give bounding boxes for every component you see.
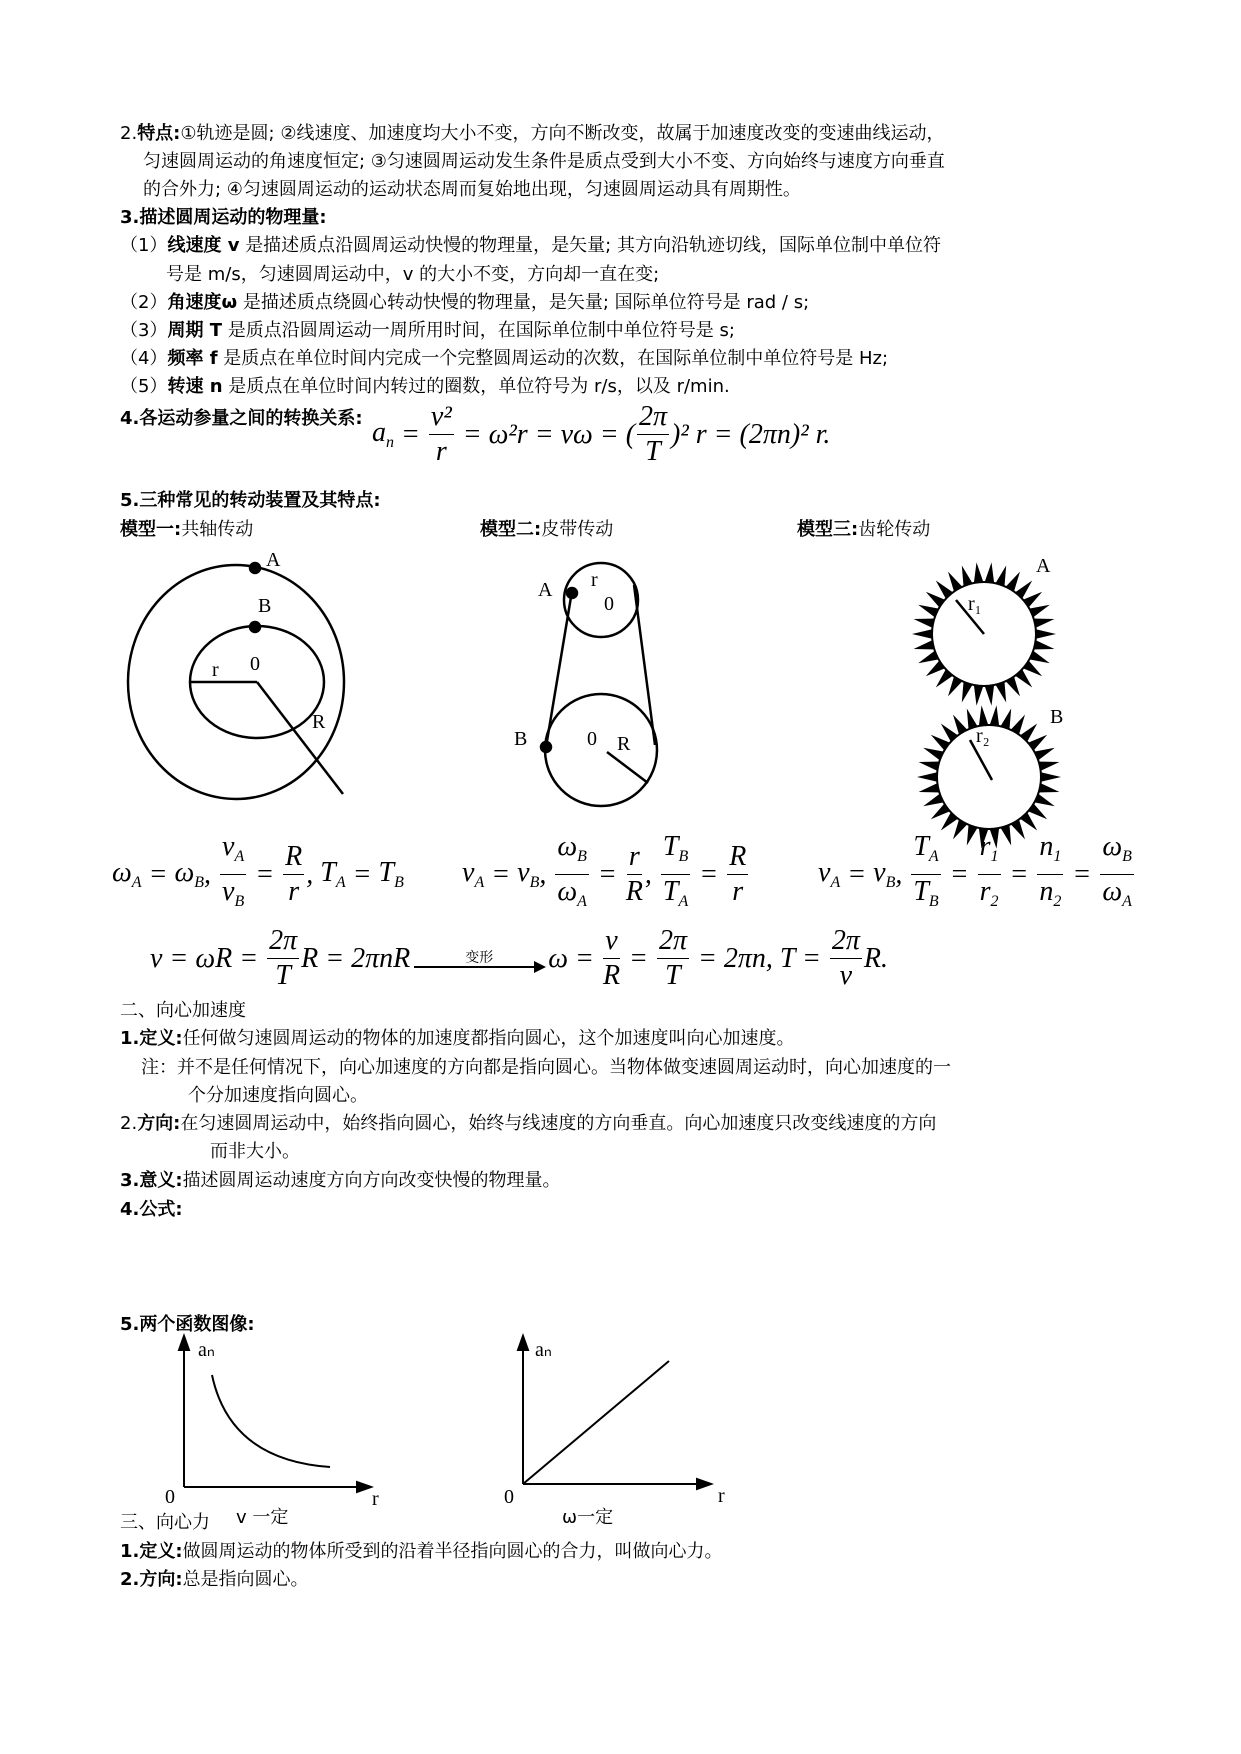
sec2-num: 2.: [120, 123, 138, 144]
subscript: B: [194, 874, 205, 891]
belt-diagram: [541, 563, 657, 806]
dir-label: 方向:: [137, 1113, 181, 1134]
large-pulley: [545, 694, 657, 806]
formula-term: $\omega_A$: [112, 857, 142, 891]
formula-term: =: [345, 858, 379, 890]
fraction: [1037, 830, 1063, 919]
fraction: [220, 830, 246, 919]
dir-text: 在匀速圆周运动中，始终指向圆心，始终与线速度的方向垂直。向心加速度只改变线速度的方向: [180, 1113, 937, 1134]
formula-term: $v_B$: [517, 857, 540, 891]
formula-term: $v_B$: [873, 857, 896, 891]
subscript: A: [830, 874, 841, 891]
formula-term: R = 2πnR: [301, 942, 411, 974]
subscript: 2: [1053, 893, 1062, 910]
formula-term: $r_2$: [979, 876, 999, 910]
subscript: A: [577, 893, 587, 910]
label-O1: 0: [604, 593, 614, 615]
fraction: [626, 840, 643, 909]
formula-term: ,: [539, 858, 554, 890]
formula-term: ,: [895, 858, 910, 890]
formula-term: $T_A$: [913, 831, 939, 865]
hyperbola-curve: [212, 1375, 330, 1467]
formula-term: 2π: [269, 925, 298, 956]
subscript: A: [1122, 893, 1132, 910]
formula-term: =: [394, 418, 427, 450]
part3-title: 三、向心力: [120, 1512, 210, 1533]
formula-term: v²: [430, 401, 452, 432]
formula-term: =: [141, 858, 175, 890]
formula-term: =: [590, 858, 624, 890]
label-A: A: [266, 549, 281, 571]
formula-term: T: [645, 436, 661, 467]
formula-term: =: [484, 858, 518, 890]
formula-term: $v_A$: [222, 831, 245, 865]
fraction: [603, 924, 620, 993]
meaning-text: 描述圆周运动速度方向方向改变快慢的物理量。: [182, 1170, 561, 1191]
subscript: 1: [1053, 848, 1062, 865]
formula-term: $n_2$: [1039, 876, 1062, 910]
item-text: 是质点在单位时间内转过的圈数，单位符号为 r/s，以及 r/min.: [228, 376, 730, 397]
subscript: B: [234, 893, 245, 910]
item-num: （2）: [120, 292, 168, 313]
formula-term: = 2πn, T =: [690, 942, 828, 974]
formula-term: v = ωR =: [150, 942, 266, 974]
formula-term: R: [285, 841, 303, 872]
formula-term: r: [628, 841, 640, 872]
dir-text: 总是指向圆心。: [182, 1569, 309, 1590]
subscript: B: [394, 874, 404, 891]
part2-title: 二、向心加速度: [120, 1000, 246, 1021]
formula-term: (: [625, 418, 636, 450]
subscript: B: [678, 848, 689, 865]
formula-term: 2π: [831, 925, 860, 956]
part2-note-cont: 个分加速度指向圆心。: [188, 1085, 368, 1106]
fraction: [978, 830, 1001, 919]
subscript: A: [131, 874, 142, 891]
formula-term: ,: [306, 858, 321, 890]
formula-term: $\omega_A$: [557, 876, 587, 910]
part2-graphs-title: 5.两个函数图像:: [120, 1314, 255, 1335]
sec2-text: ①轨迹是圆; ②线速度、加速度均大小不变，方向不断改变，故属于加速度改变的变速曲线运动，: [180, 123, 945, 144]
formula-gear: [818, 830, 1136, 919]
fraction: [661, 830, 690, 919]
def-label: 1.定义:: [120, 1541, 183, 1562]
subscript: A: [335, 874, 346, 891]
item-num: （4）: [120, 348, 168, 369]
fraction: [283, 840, 304, 909]
formula-belt: [462, 830, 750, 919]
g1-caption: v 一定: [236, 1507, 289, 1528]
fraction: [657, 924, 689, 993]
formula-term: $\omega_B$: [174, 857, 205, 891]
def-text: 做圆周运动的物体所受到的沿着半径指向圆心的合力，叫做向心力。: [182, 1541, 723, 1562]
formula-term: r = (2πn)² r.: [688, 418, 831, 450]
model-name: 皮带传动: [541, 519, 614, 540]
label-R: R: [617, 733, 631, 755]
label-r1: r₁: [968, 593, 982, 615]
formula-term: $v_A$: [462, 857, 485, 891]
formula-term: =: [1002, 858, 1036, 890]
part2-note: 注：并不是任何情况下，向心加速度的方向都是指向圆心。当物体做变速圆周运动时，向心加速度的一: [141, 1057, 951, 1078]
y-arrow: [518, 1336, 528, 1350]
sec2-title: 特点:: [137, 123, 181, 144]
belt-left: [546, 591, 572, 747]
label-B: B: [1050, 706, 1064, 728]
belt-right: [634, 585, 655, 745]
model-label: 模型二:: [480, 519, 542, 540]
g2-xlabel: r: [718, 1485, 725, 1507]
linear-line: [523, 1361, 669, 1484]
formula-term: $T_A$: [320, 857, 346, 891]
formula-term: =: [692, 858, 726, 890]
label-A: A: [538, 579, 553, 601]
formula-term: r: [732, 876, 744, 907]
fraction: [727, 840, 748, 909]
model-name: 齿轮传动: [858, 519, 931, 540]
formula-term: 2π: [639, 401, 668, 432]
item-term: 线速度 v: [167, 235, 240, 256]
subscript: B: [928, 893, 939, 910]
item-num: （1）: [120, 235, 168, 256]
formula-term: = ω²r = vω =: [455, 418, 626, 450]
sec5-title: 5.三种常见的转动装置及其特点:: [120, 490, 381, 511]
formula-term: )²: [671, 418, 689, 450]
formula-term: R.: [863, 942, 889, 974]
y-arrow: [179, 1336, 189, 1350]
point-A: [567, 588, 577, 598]
formula-term: v: [605, 925, 618, 956]
part2-meaning: [120, 1170, 561, 1192]
formula-term: $\omega_B$: [1102, 831, 1132, 865]
meaning-label: 3.意义:: [120, 1170, 183, 1191]
formula-term: =: [1065, 858, 1099, 890]
sec2-line3: 的合外力; ④匀速圆周运动的运动状态周而复始地出现，匀速圆周运动具有周期性。: [143, 179, 801, 200]
subscript: B: [529, 874, 540, 891]
sec4-title: 4.各运动参量之间的转换关系:: [120, 408, 363, 429]
subscript: 1: [990, 848, 999, 865]
formula-term: =: [840, 858, 874, 890]
point-B: [541, 742, 551, 752]
radius-R: [607, 752, 648, 783]
formula-term: $a_n$: [372, 417, 394, 451]
formula-term: $T_B$: [378, 857, 404, 891]
item-text: 是质点沿圆周运动一周所用时间，在国际单位制中单位符号是 s;: [227, 320, 735, 341]
g2-origin: 0: [504, 1486, 514, 1508]
g2-ylabel: aₙ: [535, 1339, 552, 1361]
point-A: [250, 563, 260, 573]
part3-def: [120, 1541, 723, 1563]
formula-term: r: [288, 876, 300, 907]
fraction: [267, 924, 299, 993]
formula-term: ,: [644, 858, 659, 890]
formula-term: $r_1$: [979, 831, 999, 865]
model-label: 模型一:: [120, 519, 182, 540]
item-num: （3）: [120, 320, 168, 341]
formula-term: ,: [204, 858, 219, 890]
subscript: B: [885, 874, 896, 891]
x-arrow: [357, 1482, 371, 1492]
formula-term: 2π: [658, 925, 687, 956]
sec2-line2: 匀速圆周运动的角速度恒定; ③匀速圆周运动发生条件是质点受到大小不变、方向始终与速度方向垂直: [143, 151, 945, 172]
x-arrow: [697, 1479, 711, 1489]
label-O2: 0: [587, 728, 597, 750]
sec3-title: 3.描述圆周运动的物理量:: [120, 207, 327, 228]
label-B: B: [258, 595, 272, 617]
item-term: 频率 f: [167, 348, 218, 369]
formula-term: $T_A$: [662, 876, 689, 910]
item-text: 是描述质点绕圆心转动快慢的物理量，是矢量; 国际单位符号是 rad / s;: [242, 292, 810, 313]
fraction: [555, 830, 589, 919]
item-text: 是质点在单位时间内完成一个完整圆周运动的次数，在国际单位制中单位符号是 Hz;: [223, 348, 889, 369]
formula-term: =: [942, 858, 976, 890]
item-term: 周期 T: [167, 320, 222, 341]
subscript: 2: [990, 893, 999, 910]
point-B: [250, 622, 260, 632]
formula-term: $\omega_B$: [557, 831, 587, 865]
label-r: r: [212, 659, 219, 681]
model-name: 共轴传动: [181, 519, 254, 540]
subscript: B: [577, 848, 587, 865]
formula-term: r: [435, 436, 447, 467]
def-label: 1.定义:: [120, 1028, 183, 1049]
formula-term: $v_B$: [222, 876, 245, 910]
formula-term: R: [625, 876, 643, 907]
part2-direction-cont: 而非大小。: [210, 1141, 300, 1162]
small-pulley: [564, 563, 638, 637]
part3-direction: [120, 1569, 309, 1591]
arrow-icon: [414, 966, 544, 968]
formula-term: R: [602, 960, 621, 991]
formula-term: $T_B$: [913, 876, 939, 910]
dir-label: 2.方向:: [120, 1569, 183, 1590]
model-label: 模型三:: [797, 519, 859, 540]
fraction: [830, 924, 862, 993]
sec3-item-1-cont: 号是 m/s，匀速圆周运动中，v 的大小不变，方向却一直在变;: [166, 264, 660, 285]
transform-arrow: [414, 950, 544, 968]
label-O: 0: [250, 653, 260, 675]
part2-def: [120, 1028, 795, 1050]
fraction: [911, 830, 940, 919]
formula-coaxial: [112, 830, 404, 919]
item-num: （5）: [120, 376, 168, 397]
formula-term: $\omega_A$: [1102, 876, 1132, 910]
label-R: R: [312, 711, 326, 733]
subscript: B: [1122, 848, 1132, 865]
formula-term: =: [622, 942, 655, 974]
formula-term: R: [729, 841, 747, 872]
g1-xlabel: r: [372, 1488, 379, 1510]
fraction: [1100, 830, 1134, 919]
label-r2: r₂: [976, 725, 990, 747]
g1-ylabel: aₙ: [198, 1339, 215, 1361]
arrow-label: 变形: [465, 949, 494, 966]
formula-term: $T_B$: [662, 831, 689, 865]
subscript: A: [678, 893, 689, 910]
formula-term: v: [839, 960, 853, 991]
g2-caption: ω一定: [562, 1507, 614, 1528]
item-text: 是描述质点沿圆周运动快慢的物理量，是矢量; 其方向沿轨迹切线，国际单位制中单位符: [245, 235, 941, 256]
label-B: B: [514, 728, 528, 750]
part2-direction: [120, 1113, 936, 1135]
formula-term: ω =: [548, 942, 601, 974]
formula-term: $v_A$: [818, 857, 841, 891]
subscript: n: [386, 434, 394, 451]
formula-term: =: [248, 858, 282, 890]
formula-term: T: [665, 960, 681, 991]
subscript: A: [928, 848, 939, 865]
label-r: r: [591, 569, 598, 591]
item-term: 角速度ω: [167, 292, 238, 313]
label-A: A: [1036, 555, 1051, 577]
g1-origin: 0: [165, 1486, 175, 1508]
subscript: A: [234, 848, 245, 865]
dir-num: 2.: [120, 1113, 138, 1134]
part2-formula-label: 4.公式:: [120, 1199, 183, 1220]
formula-term: $n_1$: [1039, 831, 1062, 865]
formula-term: T: [275, 960, 291, 991]
subscript: A: [474, 874, 485, 891]
formula-transform: [150, 924, 888, 993]
coaxial-diagram: [128, 563, 344, 799]
def-text: 任何做匀速圆周运动的物体的加速度都指向圆心，这个加速度叫向心加速度。: [182, 1028, 795, 1049]
item-term: 转速 n: [167, 376, 223, 397]
